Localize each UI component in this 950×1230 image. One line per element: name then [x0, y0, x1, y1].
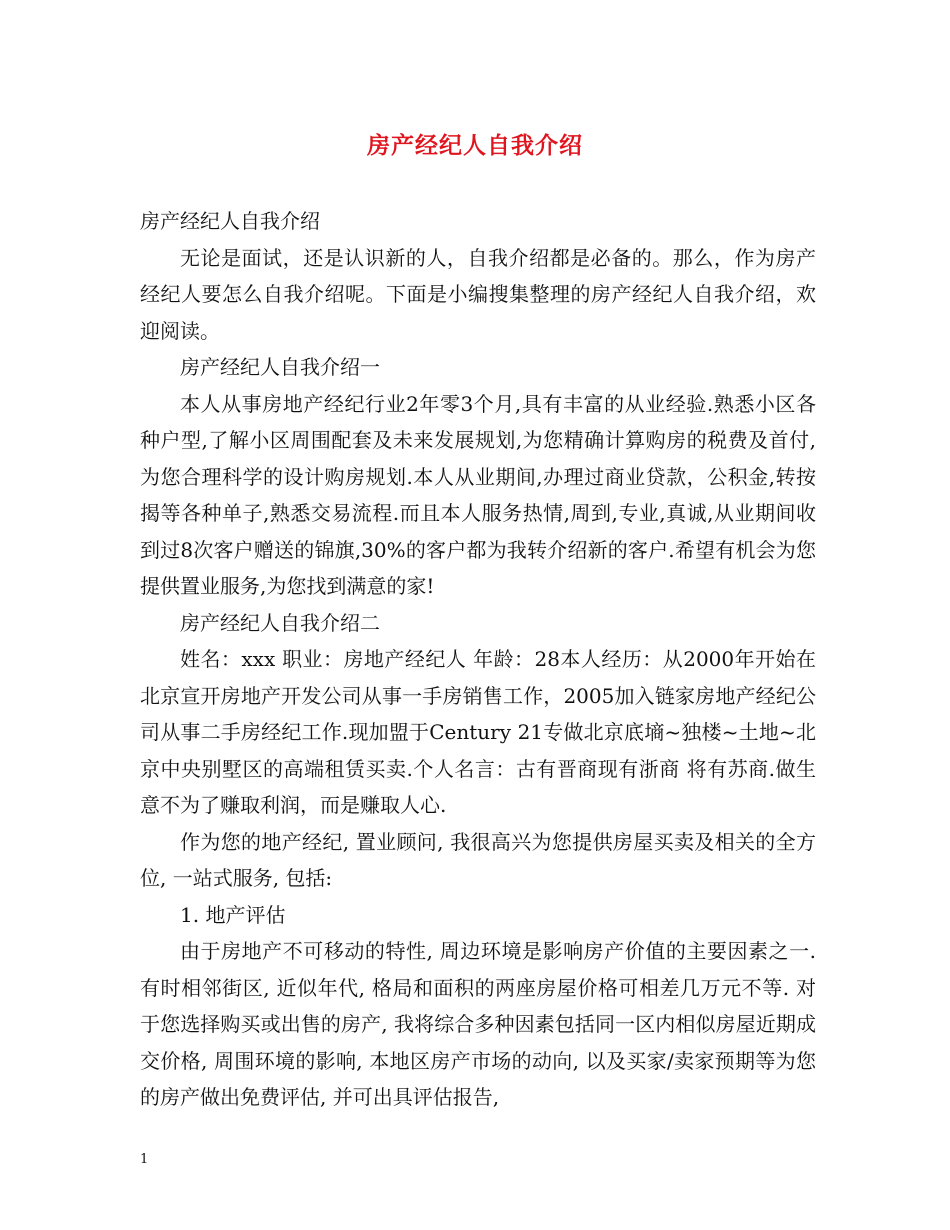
list-item-heading: 1. 地产评估: [180, 902, 286, 927]
subtitle-paragraph: 房产经纪人自我介绍: [140, 209, 320, 233]
valuation-paragraph: 由于房地产不可移动的特性, 周边环境是影响房产价值的主要因素之一. 有时相邻街区, 近似年代, 格局和面积的两座房屋价格可相差几万元不等. 对于您选择购买或出售的房产, 我将综合多种因素包括同一区内相似房屋近期成交价格, 周围环境的影响, 本地区房产市场的动向, 以及买家/卖家预期等为您的房产做出免费评估, 并可出具评估报告,: [140, 939, 816, 1109]
section-heading-one: 房产经纪人自我介绍一: [180, 355, 380, 379]
service-intro-paragraph: 作为您的地产经纪, 置业顾问, 我很高兴为您提供房屋买卖及相关的全方位, 一站式服务, 包括:: [140, 829, 816, 890]
section-one-paragraph: 本人从事房地产经纪行业2年零3个月,具有丰富的从业经验.熟悉小区各种户型,了解小区周围配套及未来发展规划,为您精确计算购房的税费及首付,为您合理科学的设计购房规划.本人从业期间,办理过商业贷款，公积金,转按揭等各种单子,熟悉交易流程.而且本人服务热情,周到,专业,真诚,从业期间收到过8次客户赠送的锦旗,30%的客户都为我转介绍新的客户.希望有机会为您提供置业服务,为您找到满意的家!: [140, 391, 816, 598]
intro-paragraph: 无论是面试，还是认识新的人，自我介绍都是必备的。那么，作为房产经纪人要怎么自我介绍呢。下面是小编搜集整理的房产经纪人自我介绍，欢迎阅读。: [140, 245, 816, 343]
document-title: 房产经纪人自我介绍: [367, 132, 583, 159]
page-number: 1: [140, 1152, 149, 1167]
profile-paragraph: 姓名：xxx 职业：房地产经纪人 年龄：28本人经历：从2000年开始在北京宣开房地产开发公司从事一手房销售工作，2005加入链家房地产经纪公司从事二手房经纪工作.现加盟于Century 21专做北京底墒~独楼~土地~北京中央别墅区的高端租赁买卖.个人名言：古有晋商现有浙商 将有苏商.做生意不为了赚取利润，而是赚取人心.: [140, 647, 816, 817]
document-body: [140, 203, 816, 1116]
section-heading-two: 房产经纪人自我介绍二: [180, 610, 380, 635]
